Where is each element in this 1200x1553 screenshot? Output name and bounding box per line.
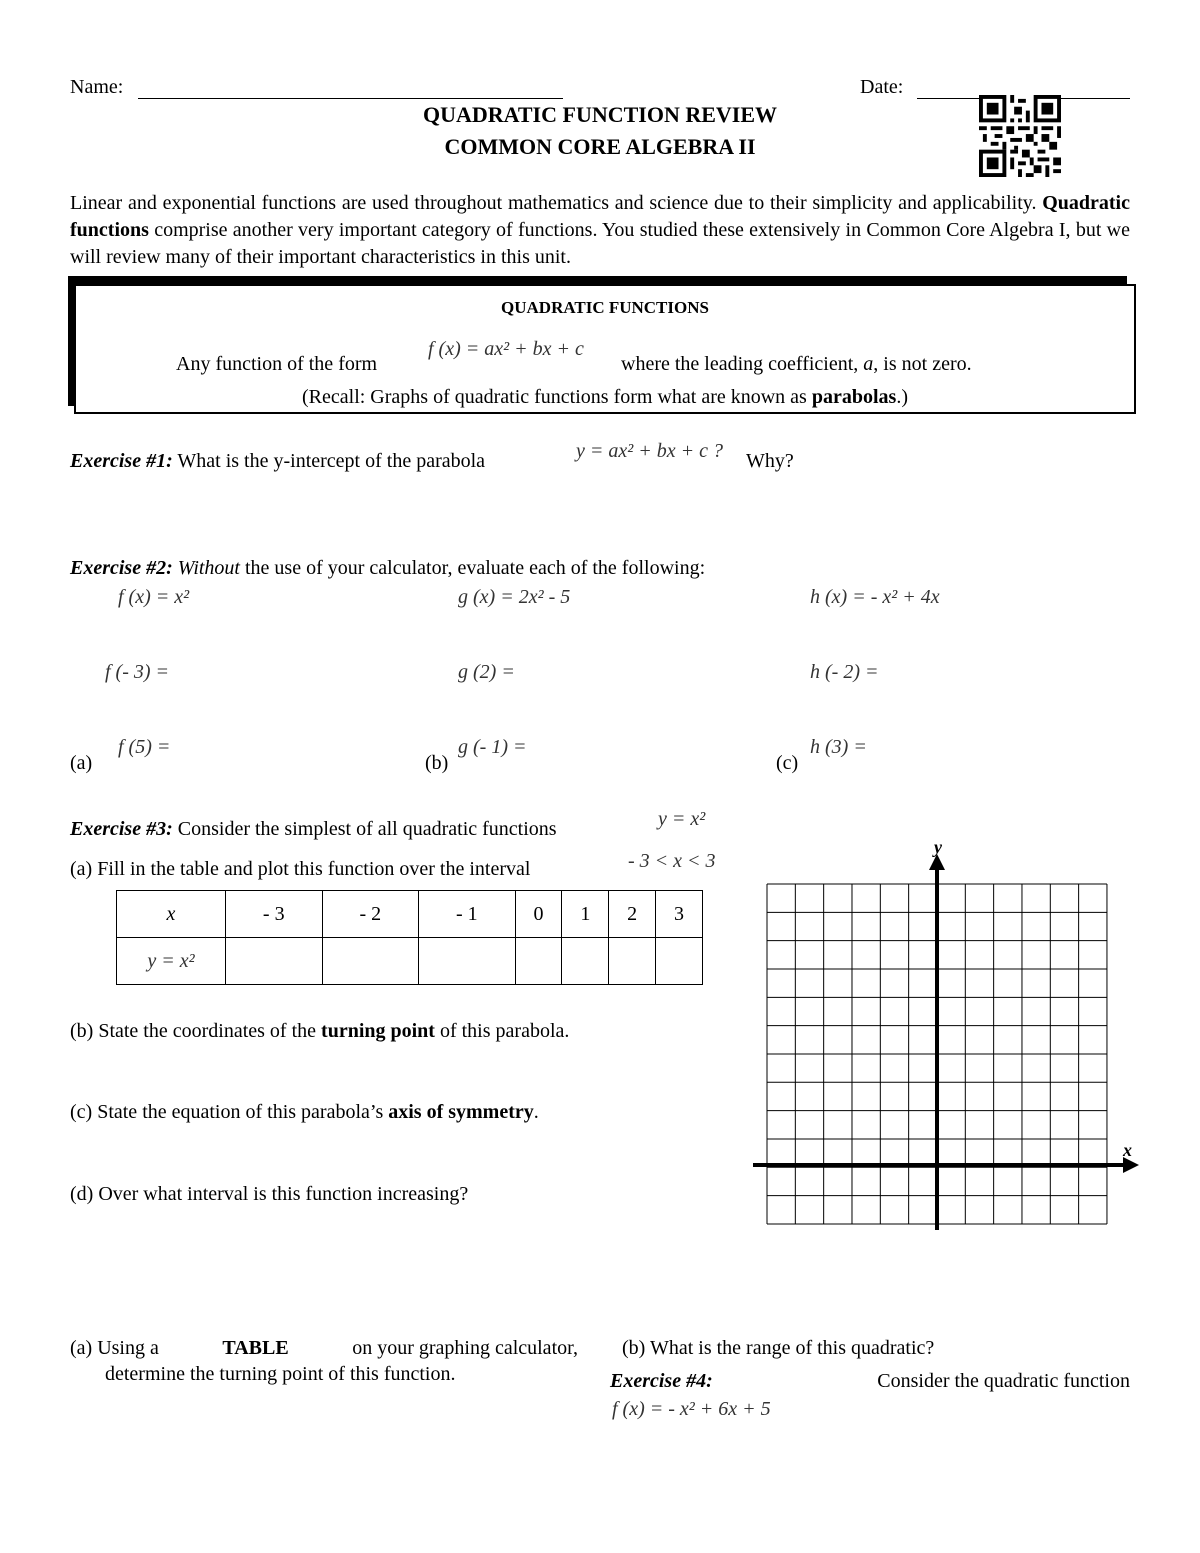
f-at-neg3: f (- 3) = (105, 661, 170, 683)
xy-table (116, 890, 703, 985)
exercise-4 (610, 1368, 1130, 1394)
f-definition: f (x) = x² (118, 586, 190, 608)
table-row (117, 938, 703, 985)
table-header-cell: - 2 (322, 891, 419, 938)
table-row-label: y = x² (117, 938, 226, 985)
table-blank-cell[interactable] (419, 938, 516, 985)
y-axis-label: y (934, 838, 942, 857)
part-b-label: (b) (425, 752, 449, 774)
qr-code-icon (978, 95, 1062, 177)
table-blank-cell[interactable] (515, 938, 562, 985)
h-at-neg2: h (- 2) = (810, 661, 879, 683)
table-blank-cell[interactable] (656, 938, 703, 985)
exercise-1-label: Exercise #1: (70, 450, 173, 472)
exercise-3c: (c) State the equation of this parabola’s axis of symmetry. (70, 1101, 539, 1123)
intro-text-2: comprise another very important category of functions. You studied these extensively in Common Core Algebra I, but we will review many of their important characteristics in this unit. (70, 219, 1130, 268)
table-header-cell: 3 (656, 891, 703, 938)
exercise-2-label: Exercise #2: (70, 557, 173, 579)
intro-bold: Quadratic functions (70, 192, 1130, 241)
exercise-1 (70, 448, 485, 474)
exercise-2-text: the use of your calculator, evaluate each of the following: (245, 557, 706, 579)
exercise-3d: (d) Over what interval is this function increasing? (70, 1183, 469, 1205)
exercise-4b: (b) What is the range of this quadratic? (622, 1337, 935, 1359)
definition-box (74, 284, 1136, 414)
definition-line1-pre: Any function of the form (176, 353, 378, 375)
table-header-cell: - 3 (226, 891, 323, 938)
exercise-3-formula: y = x² (658, 808, 706, 830)
exercise-3a-text: (a) Fill in the table and plot this function over the interval (70, 858, 531, 880)
h-definition: h (x) = - x² + 4x (810, 586, 940, 608)
intro-text-1: Linear and exponential functions are used throughout mathematics and science due to their simplicity and applicability. (70, 192, 1043, 214)
table-blank-cell[interactable] (609, 938, 656, 985)
definition-formula: f (x) = ax² + bx + c (428, 338, 584, 360)
exercise-2 (70, 555, 705, 581)
table-header-cell: 2 (609, 891, 656, 938)
name-label: Name: (70, 76, 124, 98)
coordinate-grid[interactable] (745, 838, 1145, 1238)
exercise-3a-interval: - 3 < x < 3 (628, 850, 716, 872)
table-header-cell: 1 (562, 891, 609, 938)
exercise-4a: (a) Using a TABLE on your graphing calculator, determine the turning point of this function. (70, 1337, 578, 1385)
exercise-3 (70, 816, 557, 842)
f-at-5: f (5) = (118, 736, 171, 758)
date-label: Date: (860, 76, 904, 98)
exercise-1-formula: y = ax² + bx + c ? (576, 440, 723, 462)
exercise-3b: (b) State the coordinates of the turning point of this parabola. (70, 1020, 570, 1042)
g-at-neg1: g (- 1) = (458, 736, 527, 758)
exercise-4-text: Consider the quadratic function (877, 1370, 1130, 1392)
table-blank-cell[interactable] (322, 938, 419, 985)
g-at-2: g (2) = (458, 661, 515, 683)
table-header-cell: x (117, 891, 226, 938)
exercise-2-italic: Without (177, 557, 240, 579)
definition-recall: (Recall: Graphs of quadratic functions form what are known as parabolas.) (302, 386, 908, 408)
table-header-row (117, 891, 703, 938)
table-header-cell: 0 (515, 891, 562, 938)
page-title: QUADRATIC FUNCTION REVIEW (422, 102, 778, 127)
table-blank-cell[interactable] (562, 938, 609, 985)
exercise-4-formula: f (x) = - x² + 6x + 5 (612, 1398, 771, 1420)
part-c-label: (c) (776, 752, 799, 774)
exercise-4-label: Exercise #4: (610, 1370, 713, 1392)
table-header-cell: - 1 (419, 891, 516, 938)
exercise-1-text: What is the y-intercept of the parabola (177, 450, 486, 472)
part-a-label: (a) (70, 752, 93, 774)
exercise-3-label: Exercise #3: (70, 818, 173, 840)
g-definition: g (x) = 2x² - 5 (458, 586, 571, 608)
name-field[interactable] (138, 76, 563, 99)
intro-paragraph (70, 190, 1130, 271)
exercise-3-text: Consider the simplest of all quadratic functions (177, 818, 557, 840)
x-axis-label: x (1123, 1140, 1132, 1160)
definition-line1-post: where the leading coefficient, a, is not zero. (621, 353, 972, 375)
page-subtitle: COMMON CORE ALGEBRA II (444, 134, 756, 159)
h-at-3: h (3) = (810, 736, 867, 758)
exercise-1-why: Why? (746, 450, 794, 472)
definition-title: QUADRATIC FUNCTIONS (501, 298, 709, 317)
table-blank-cell[interactable] (226, 938, 323, 985)
